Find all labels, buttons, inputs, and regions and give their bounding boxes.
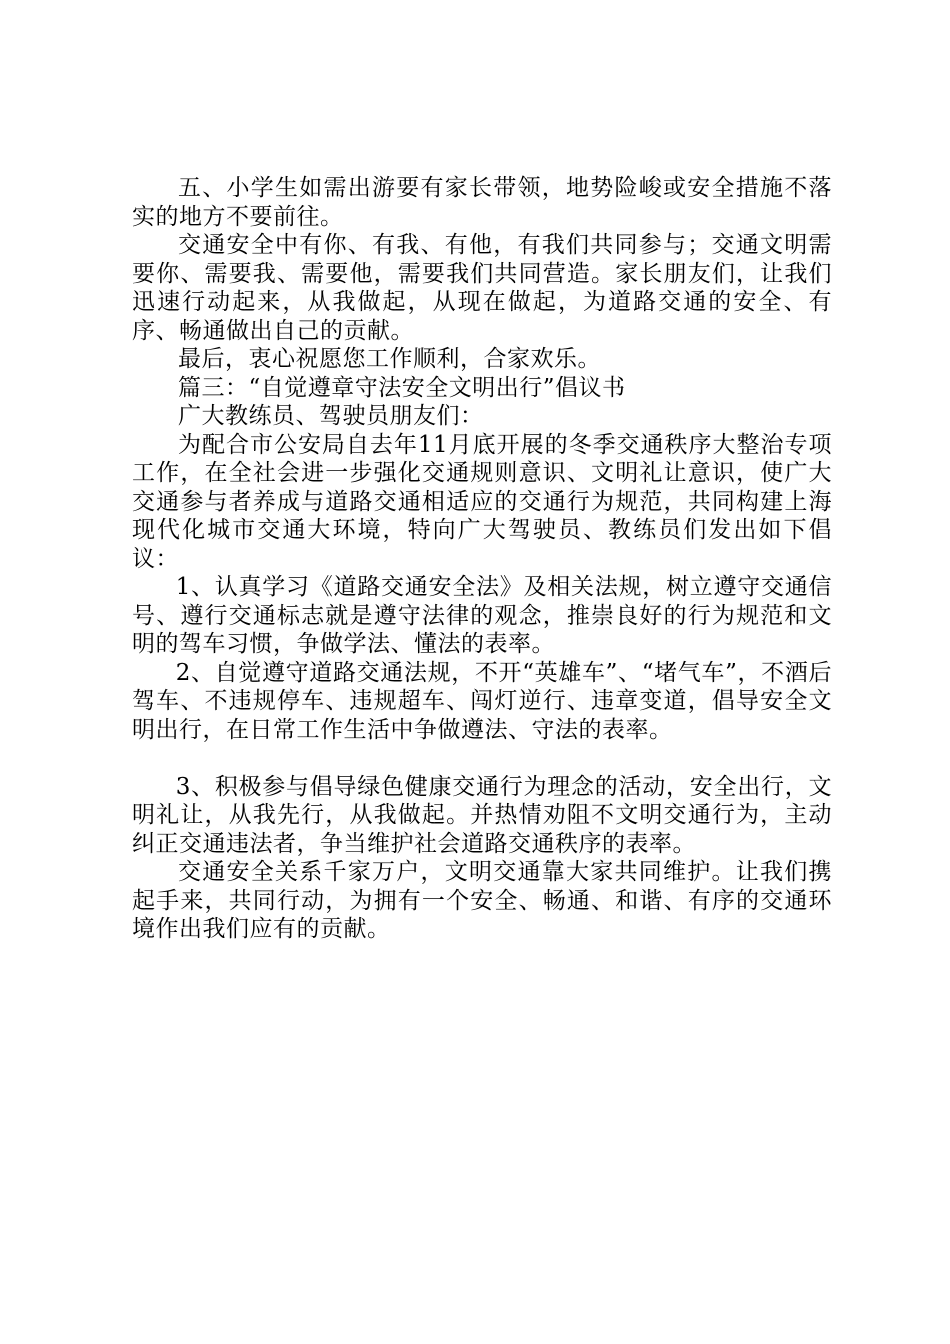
document-body — [132, 174, 832, 944]
paragraph-item-five: 五、小学生如需出游要有家长带领，地势险峻或安全措施不落实的地方不要前往。 — [132, 175, 832, 230]
paragraph-proposal-2: 2、自觉遵守道路交通法规，不开“英雄车”、“堵气车”，不酒后驾车、不违规停车、违规超车、闯灯逆行、违章变道，倡导安全文明出行，在日常工作生活中争做遵法、守法的表率。 — [132, 659, 832, 743]
paragraph-proposal-1: 1、认真学习《道路交通安全法》及相关法规，树立遵守交通信号、遵行交通标志就是遵守法律的观念，推崇良好的行为规范和文明的驾车习惯，争做学法、懂法的表率。 — [132, 574, 832, 657]
paragraph-conclusion: 交通安全关系千家万户，文明交通靠大家共同维护。让我们携起手来，共同行动，为拥有一个安全、畅通、和谐、有序的交通环境作出我们应有的贡献。 — [132, 859, 832, 942]
section-heading: 篇三：“自觉遵章守法安全文明出行”倡议书 — [178, 374, 626, 401]
paragraph-appeal: 交通安全中有你、有我、有他，有我们共同参与；交通文明需要你、需要我、需要他，需要我们共同营造。家长朋友们，让我们迅速行动起来，从我做起，从现在做起，为道路交通的安全、有序、畅通做出自己的贡献。 — [132, 232, 832, 344]
paragraph-closing-wishes: 最后，衷心祝愿您工作顺利，合家欢乐。 — [178, 346, 601, 372]
paragraph-proposal-3: 3、积极参与倡导绿色健康交通行为理念的活动，安全出行，文明礼让，从我先行，从我做起。并热情劝阻不文明交通行为，主动纠正交通违法者，争当维护社会道路交通秩序的表率。 — [132, 773, 832, 857]
paragraph-intro: 为配合市公安局自去年11月底开展的冬季交通秩序大整治专项工作，在全社会进一步强化交通规则意识、文明礼让意识，使广大交通参与者养成与道路交通相适应的交通行为规范，共同构建上海现代化城市交通大环境，特向广大驾驶员、教练员们发出如下倡议： — [132, 431, 832, 572]
salutation: 广大教练员、驾驶员朋友们： — [178, 403, 484, 429]
